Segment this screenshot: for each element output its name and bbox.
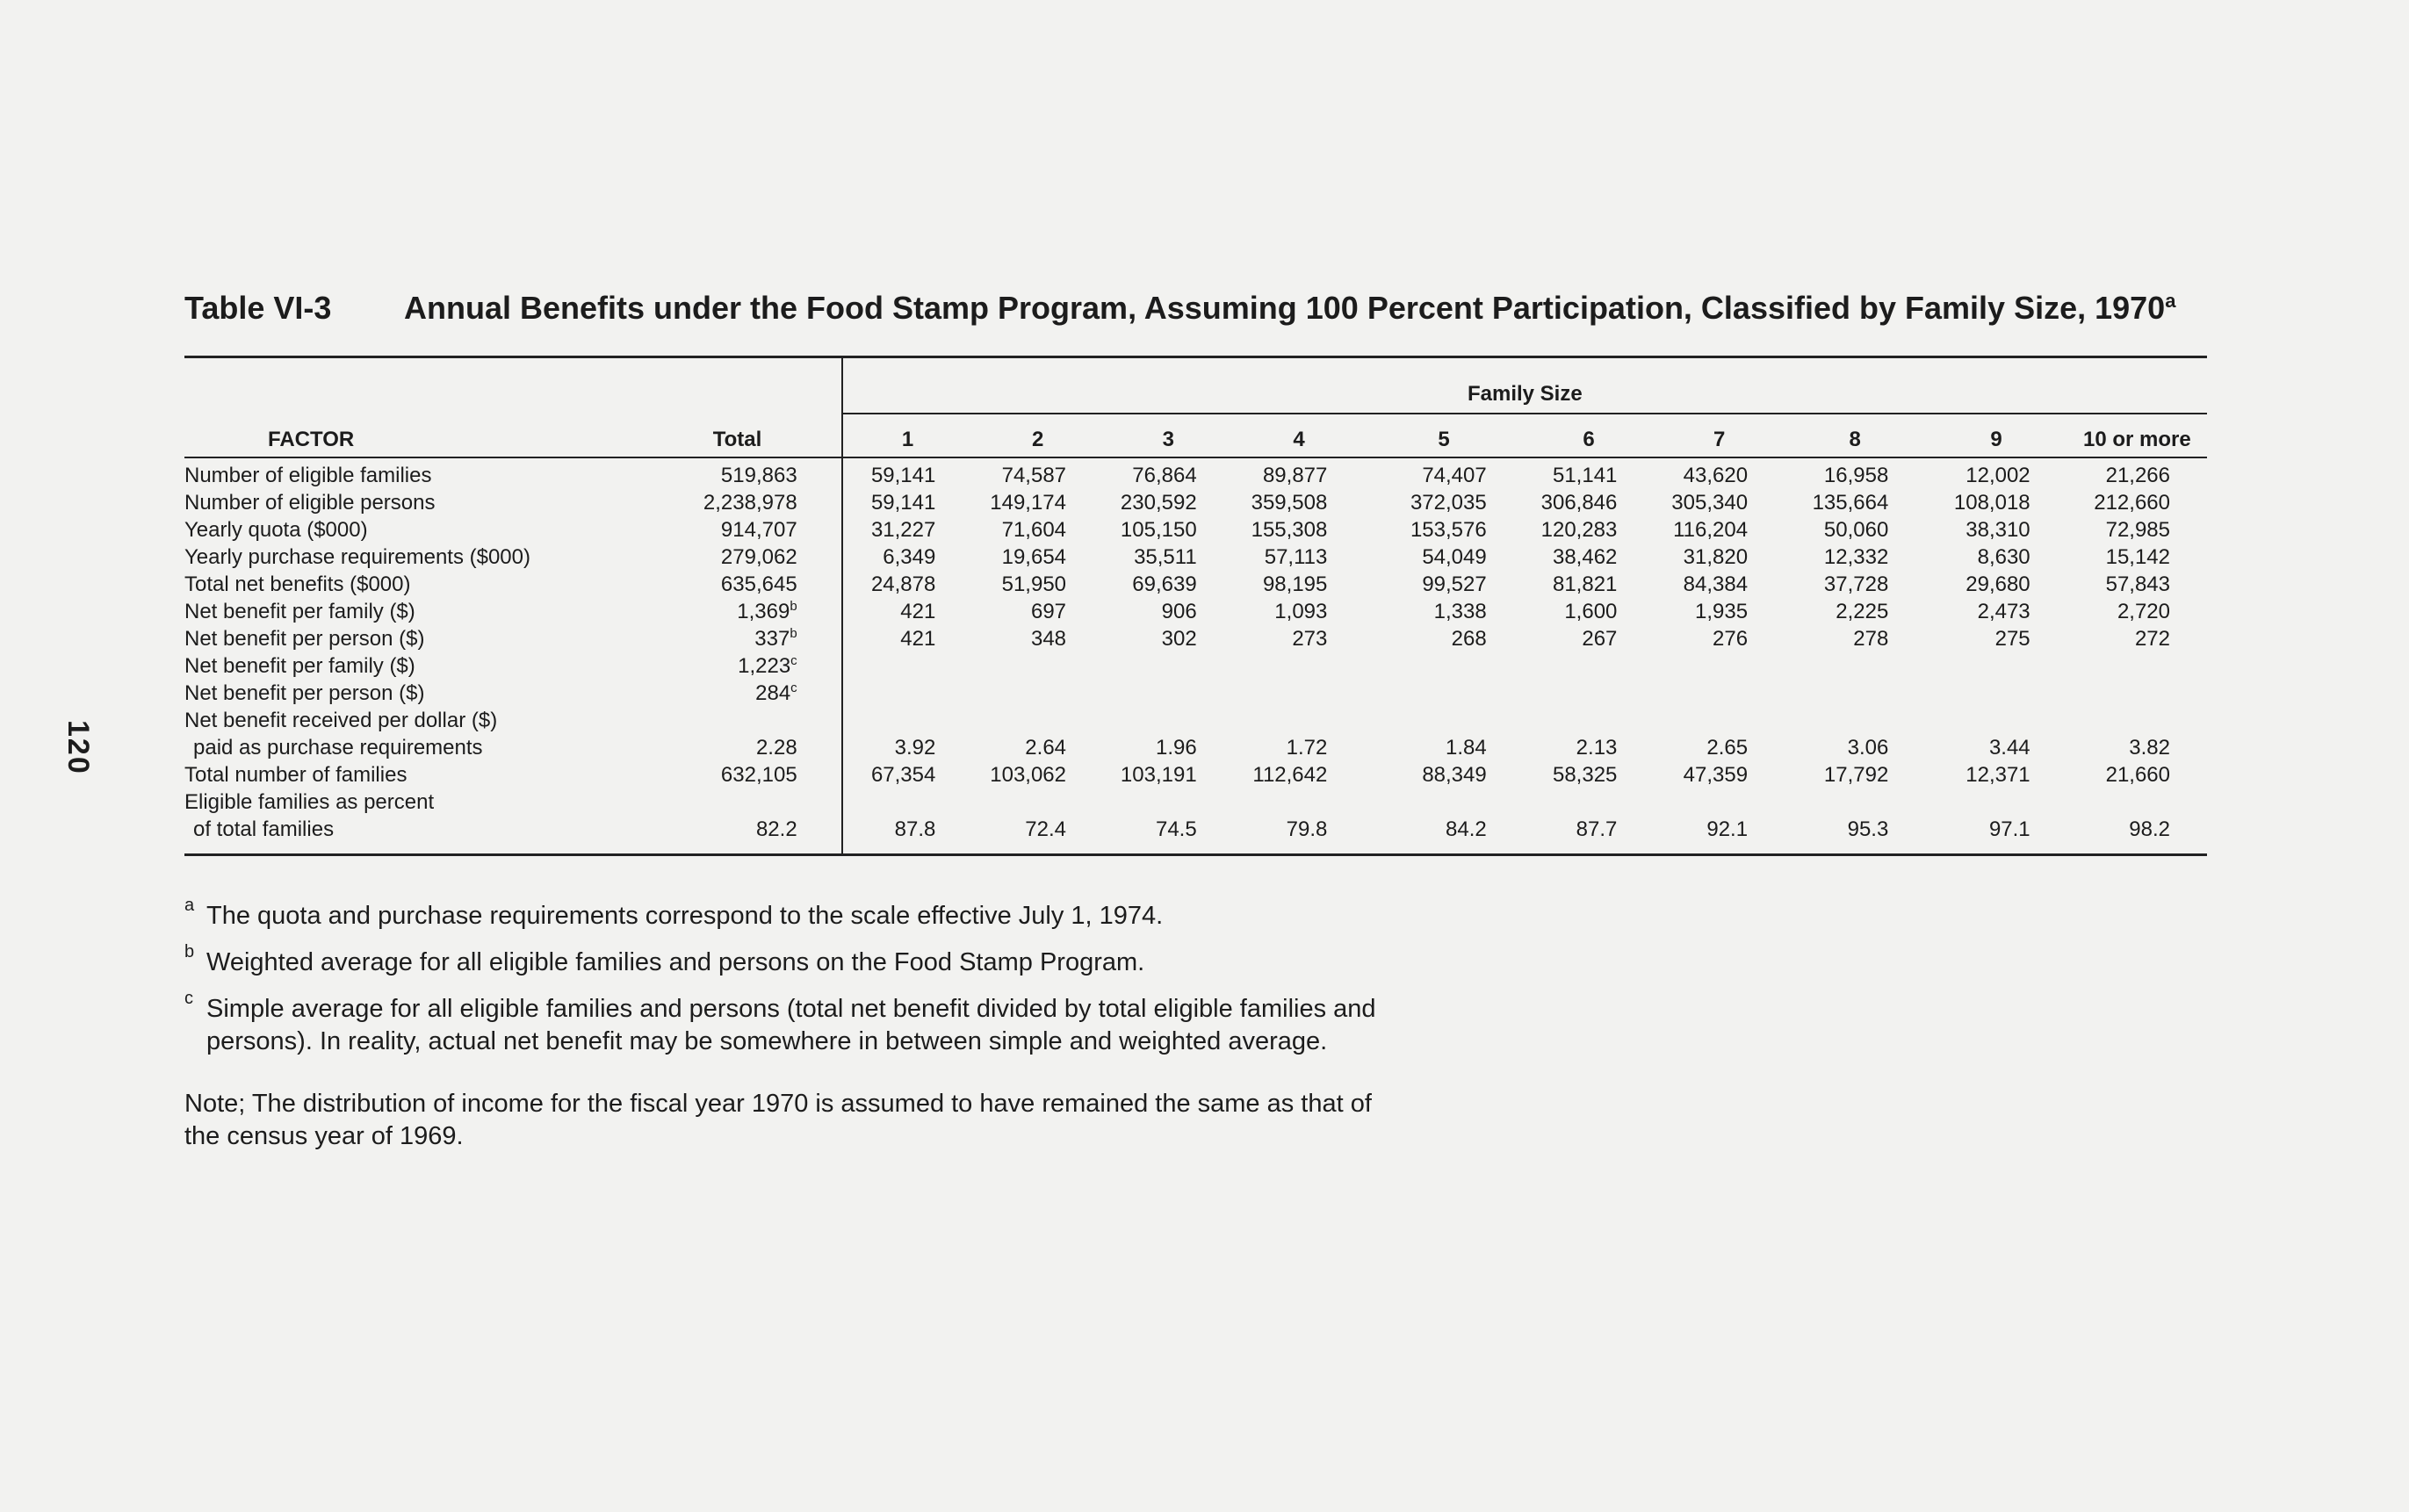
page-number: 120 bbox=[61, 720, 95, 775]
cell-family-size-9 bbox=[1925, 680, 2066, 707]
cell-family-size-6 bbox=[1524, 652, 1655, 680]
family-size-col-header: 9 bbox=[1990, 428, 2002, 451]
column-header-row bbox=[184, 414, 2207, 457]
cell-family-size-9: 275 bbox=[1994, 627, 2030, 651]
cell-family-size-10: 72,985 bbox=[2105, 518, 2170, 542]
cell-family-size-3: 906 bbox=[1161, 600, 1197, 623]
row-label: paid as purchase requirements bbox=[193, 736, 483, 760]
row-total-value: 2.28 bbox=[755, 736, 797, 760]
cell-family-size-3: 105,150 bbox=[1120, 518, 1197, 542]
table-row bbox=[184, 598, 2207, 625]
family-size-col-header: 5 bbox=[1438, 428, 1450, 451]
family-size-col-header: 8 bbox=[1849, 428, 1861, 451]
row-label: Yearly quota ($000) bbox=[184, 518, 368, 542]
cell-family-size-5: 74,407 bbox=[1422, 464, 1487, 487]
cell-family-size-6 bbox=[1524, 707, 1655, 734]
row-label: Net benefit per person ($) bbox=[184, 627, 425, 651]
row-total bbox=[633, 707, 841, 734]
cell-family-size-4: 1,093 bbox=[1274, 600, 1328, 623]
cell-family-size-1 bbox=[842, 788, 973, 816]
cell-family-size-2 bbox=[972, 680, 1103, 707]
row-label: Total number of families bbox=[184, 763, 408, 787]
cell-family-size-5: 1,338 bbox=[1433, 600, 1487, 623]
cell-family-size-10: 212,660 bbox=[2094, 491, 2170, 515]
cell-family-size-4 bbox=[1234, 707, 1365, 734]
cell-family-size-9: 12,371 bbox=[1965, 763, 2030, 787]
row-total bbox=[633, 598, 841, 625]
row-label: Net benefit received per dollar ($) bbox=[184, 709, 498, 732]
cell-family-size-9: 12,002 bbox=[1965, 464, 2030, 487]
cell-family-size-1: 6,349 bbox=[842, 544, 973, 571]
cell-family-size-8: 135,664 bbox=[1812, 491, 1889, 515]
cell-family-size-8: 12,332 bbox=[1823, 545, 1889, 569]
cell-family-size-10: 272 bbox=[2134, 627, 2170, 651]
cell-family-size-1: 59,141 bbox=[842, 489, 973, 516]
row-total-footnote-mark: b bbox=[790, 626, 797, 641]
row-total-value: 519,863 bbox=[720, 464, 797, 487]
cell-family-size-10 bbox=[2067, 680, 2207, 707]
total-header: Total bbox=[712, 428, 762, 451]
cell-family-size-8: 16,958 bbox=[1823, 464, 1889, 487]
table-row bbox=[184, 489, 2207, 516]
cell-family-size-7 bbox=[1654, 680, 1785, 707]
cell-family-size-10 bbox=[2067, 652, 2207, 680]
cell-family-size-1: 67,354 bbox=[842, 761, 973, 788]
cell-family-size-8 bbox=[1785, 680, 1925, 707]
row-total bbox=[633, 680, 841, 707]
row-total bbox=[633, 457, 841, 489]
table-row bbox=[184, 652, 2207, 680]
cell-family-size-2: 51,950 bbox=[1001, 572, 1067, 596]
family-size-col-header: 4 bbox=[1293, 428, 1305, 451]
cell-family-size-3: 35,511 bbox=[1134, 545, 1197, 569]
cell-family-size-4: 359,508 bbox=[1251, 491, 1328, 515]
cell-family-size-7 bbox=[1654, 788, 1785, 816]
table-title-text: Annual Benefits under the Food Stamp Program, Assuming 100 Percent Participation, Classified by Family Size, 1970 bbox=[404, 290, 2166, 326]
cell-family-size-9: 97.1 bbox=[1988, 817, 2030, 841]
table-row bbox=[184, 788, 2207, 816]
family-size-col-header: 3 bbox=[1162, 428, 1175, 451]
row-total bbox=[633, 734, 841, 761]
cell-family-size-7: 47,359 bbox=[1683, 763, 1749, 787]
row-total bbox=[633, 816, 841, 855]
row-label: Yearly purchase requirements ($000) bbox=[184, 545, 530, 569]
cell-family-size-5 bbox=[1364, 707, 1523, 734]
total-header-spacer bbox=[633, 357, 841, 414]
cell-family-size-5 bbox=[1364, 652, 1523, 680]
table-row bbox=[184, 625, 2207, 652]
row-total-value: 635,645 bbox=[720, 572, 797, 596]
cell-family-size-2: 2.64 bbox=[1025, 736, 1067, 760]
cell-family-size-3: 1.96 bbox=[1155, 736, 1197, 760]
cell-family-size-4: 273 bbox=[1292, 627, 1328, 651]
cell-family-size-10: 21,266 bbox=[2105, 464, 2170, 487]
cell-family-size-8: 3.06 bbox=[1847, 736, 1889, 760]
row-label: Total net benefits ($000) bbox=[184, 572, 411, 596]
family-size-col-header: 6 bbox=[1583, 428, 1595, 451]
row-total-footnote-mark: c bbox=[790, 653, 797, 668]
row-total-value: 279,062 bbox=[720, 545, 797, 569]
family-size-col-header: 1 bbox=[842, 414, 973, 457]
table-row bbox=[184, 761, 2207, 788]
cell-family-size-10: 3.82 bbox=[2129, 736, 2170, 760]
row-total bbox=[633, 625, 841, 652]
row-total-value: 1,223 bbox=[738, 654, 791, 678]
cell-family-size-5: 372,035 bbox=[1410, 491, 1487, 515]
cell-family-size-1: 24,878 bbox=[842, 571, 973, 598]
cell-family-size-3: 230,592 bbox=[1120, 491, 1197, 515]
cell-family-size-5: 88,349 bbox=[1422, 763, 1487, 787]
cell-family-size-1: 3.92 bbox=[842, 734, 973, 761]
cell-family-size-10: 21,660 bbox=[2105, 763, 2170, 787]
cell-family-size-9: 38,310 bbox=[1965, 518, 2030, 542]
row-label: Eligible families as percent bbox=[184, 790, 435, 814]
cell-family-size-4: 57,113 bbox=[1264, 545, 1328, 569]
footnote bbox=[184, 896, 1396, 932]
cell-family-size-8 bbox=[1785, 707, 1925, 734]
cell-family-size-5: 54,049 bbox=[1422, 545, 1487, 569]
cell-family-size-7: 2.65 bbox=[1706, 736, 1749, 760]
footnote-mark: b bbox=[184, 942, 195, 961]
cell-family-size-6: 267 bbox=[1582, 627, 1618, 651]
cell-family-size-1: 421 bbox=[842, 598, 973, 625]
title-footnote-mark: a bbox=[2165, 290, 2176, 312]
cell-family-size-4: 98,195 bbox=[1262, 572, 1328, 596]
row-total bbox=[633, 571, 841, 598]
cell-family-size-1: 31,227 bbox=[842, 516, 973, 544]
row-total bbox=[633, 489, 841, 516]
cell-family-size-7 bbox=[1654, 707, 1785, 734]
cell-family-size-4 bbox=[1234, 652, 1365, 680]
cell-family-size-9: 29,680 bbox=[1965, 572, 2030, 596]
cell-family-size-2: 348 bbox=[1030, 627, 1067, 651]
cell-family-size-1: 87.8 bbox=[842, 816, 973, 855]
cell-family-size-2: 19,654 bbox=[1001, 545, 1067, 569]
cell-family-size-3 bbox=[1103, 788, 1234, 816]
cell-family-size-6 bbox=[1524, 788, 1655, 816]
cell-family-size-9: 108,018 bbox=[1953, 491, 2030, 515]
row-total bbox=[633, 761, 841, 788]
row-total-value: 284 bbox=[755, 681, 791, 705]
cell-family-size-10 bbox=[2067, 788, 2207, 816]
cell-family-size-1: 59,141 bbox=[842, 457, 973, 489]
cell-family-size-2 bbox=[972, 788, 1103, 816]
cell-family-size-9: 3.44 bbox=[1988, 736, 2030, 760]
cell-family-size-7: 31,820 bbox=[1683, 545, 1749, 569]
row-total-value: 337 bbox=[754, 627, 790, 651]
cell-family-size-5: 268 bbox=[1451, 627, 1487, 651]
row-total bbox=[633, 652, 841, 680]
cell-family-size-3: 74.5 bbox=[1155, 817, 1197, 841]
cell-family-size-5 bbox=[1364, 680, 1523, 707]
cell-family-size-9 bbox=[1925, 788, 2066, 816]
footnote bbox=[184, 989, 1396, 1058]
cell-family-size-7: 92.1 bbox=[1706, 817, 1749, 841]
cell-family-size-2: 103,062 bbox=[990, 763, 1067, 787]
footnote-list bbox=[184, 896, 1396, 1058]
footnote-text: Simple average for all eligible families and persons (total net benefit divided by total eligible families and persons). In reality, actual net benefit may be somewhere in between simple and weighted average. bbox=[206, 995, 1376, 1055]
cell-family-size-1 bbox=[842, 680, 973, 707]
row-label: Number of eligible families bbox=[184, 464, 432, 487]
table-row bbox=[184, 544, 2207, 571]
cell-family-size-9: 8,630 bbox=[1977, 545, 2030, 569]
factor-header-spacer bbox=[184, 357, 633, 414]
cell-family-size-4: 79.8 bbox=[1286, 817, 1328, 841]
footnote-text: Weighted average for all eligible families and persons on the Food Stamp Program. bbox=[206, 948, 1145, 976]
cell-family-size-10: 98.2 bbox=[2129, 817, 2170, 841]
row-total bbox=[633, 516, 841, 544]
cell-family-size-10: 15,142 bbox=[2105, 545, 2170, 569]
cell-family-size-1 bbox=[842, 707, 973, 734]
cell-family-size-3 bbox=[1103, 680, 1234, 707]
row-total-footnote-mark: b bbox=[790, 599, 797, 614]
cell-family-size-7: 276 bbox=[1713, 627, 1749, 651]
footnote-mark: a bbox=[184, 896, 195, 915]
cell-family-size-3: 76,864 bbox=[1132, 464, 1197, 487]
row-total-value: 914,707 bbox=[720, 518, 797, 542]
family-size-col-header: 2 bbox=[1032, 428, 1044, 451]
cell-family-size-5: 1.84 bbox=[1446, 736, 1487, 760]
cell-family-size-5: 99,527 bbox=[1422, 572, 1487, 596]
row-total-value: 2,238,978 bbox=[703, 491, 797, 515]
footnotes bbox=[184, 896, 1396, 1153]
cell-family-size-8 bbox=[1785, 652, 1925, 680]
cell-family-size-9: 2,473 bbox=[1977, 600, 2030, 623]
table-label: Table VI-3 bbox=[184, 290, 332, 326]
cell-family-size-2 bbox=[972, 652, 1103, 680]
cell-family-size-2: 74,587 bbox=[1001, 464, 1067, 487]
cell-family-size-10 bbox=[2067, 707, 2207, 734]
table-body bbox=[184, 457, 2207, 855]
cell-family-size-6 bbox=[1524, 680, 1655, 707]
cell-family-size-3: 302 bbox=[1161, 627, 1197, 651]
family-size-header: Family Size bbox=[842, 357, 2207, 414]
cell-family-size-8: 17,792 bbox=[1823, 763, 1889, 787]
cell-family-size-2: 149,174 bbox=[990, 491, 1067, 515]
cell-family-size-2: 71,604 bbox=[1001, 518, 1067, 542]
cell-family-size-3 bbox=[1103, 652, 1234, 680]
table-row bbox=[184, 680, 2207, 707]
cell-family-size-2: 72.4 bbox=[1025, 817, 1067, 841]
table-row bbox=[184, 816, 2207, 855]
cell-family-size-3: 103,191 bbox=[1120, 763, 1197, 787]
table-row bbox=[184, 457, 2207, 489]
cell-family-size-2 bbox=[972, 707, 1103, 734]
cell-family-size-5 bbox=[1364, 788, 1523, 816]
table-title bbox=[184, 290, 2231, 327]
cell-family-size-9 bbox=[1925, 707, 2066, 734]
cell-family-size-7: 116,204 bbox=[1673, 518, 1749, 542]
cell-family-size-9 bbox=[1925, 652, 2066, 680]
cell-family-size-4: 155,308 bbox=[1251, 518, 1328, 542]
cell-family-size-4 bbox=[1234, 788, 1365, 816]
cell-family-size-7: 305,340 bbox=[1671, 491, 1749, 515]
row-total-value: 1,369 bbox=[737, 600, 790, 623]
factor-header: FACTOR bbox=[268, 428, 355, 451]
cell-family-size-6: 2.13 bbox=[1576, 736, 1618, 760]
row-label: of total families bbox=[193, 817, 335, 841]
cell-family-size-6: 81,821 bbox=[1552, 572, 1618, 596]
cell-family-size-8: 95.3 bbox=[1847, 817, 1889, 841]
family-size-col-header: 7 bbox=[1713, 428, 1726, 451]
cell-family-size-7: 1,935 bbox=[1695, 600, 1749, 623]
table-row bbox=[184, 707, 2207, 734]
cell-family-size-8 bbox=[1785, 788, 1925, 816]
cell-family-size-6: 87.7 bbox=[1576, 817, 1618, 841]
table-row bbox=[184, 516, 2207, 544]
cell-family-size-7: 43,620 bbox=[1683, 464, 1749, 487]
cell-family-size-1 bbox=[842, 652, 973, 680]
cell-family-size-8: 278 bbox=[1853, 627, 1889, 651]
footnote bbox=[184, 942, 1396, 979]
row-total-value: 632,105 bbox=[720, 763, 797, 787]
cell-family-size-6: 306,846 bbox=[1540, 491, 1618, 515]
cell-family-size-8: 2,225 bbox=[1836, 600, 1889, 623]
row-label: Net benefit per family ($) bbox=[184, 654, 415, 678]
table-row bbox=[184, 734, 2207, 761]
cell-family-size-8: 37,728 bbox=[1823, 572, 1889, 596]
row-label: Net benefit per family ($) bbox=[184, 600, 415, 623]
cell-family-size-6: 51,141 bbox=[1552, 464, 1618, 487]
cell-family-size-8: 50,060 bbox=[1823, 518, 1889, 542]
footnote-text: The quota and purchase requirements correspond to the scale effective July 1, 1974. bbox=[206, 902, 1164, 930]
cell-family-size-6: 1,600 bbox=[1564, 600, 1618, 623]
row-total bbox=[633, 788, 841, 816]
cell-family-size-10: 57,843 bbox=[2105, 572, 2170, 596]
cell-family-size-10: 2,720 bbox=[2117, 600, 2170, 623]
cell-family-size-7 bbox=[1654, 652, 1785, 680]
cell-family-size-7: 84,384 bbox=[1683, 572, 1749, 596]
row-label: Net benefit per person ($) bbox=[184, 681, 425, 705]
benefits-table bbox=[184, 356, 2207, 856]
cell-family-size-4: 89,877 bbox=[1262, 464, 1328, 487]
cell-family-size-4 bbox=[1234, 680, 1365, 707]
cell-family-size-4: 112,642 bbox=[1252, 763, 1328, 787]
cell-family-size-1: 421 bbox=[842, 625, 973, 652]
row-total-value: 82.2 bbox=[755, 817, 797, 841]
row-label: Number of eligible persons bbox=[184, 491, 436, 515]
cell-family-size-3: 69,639 bbox=[1132, 572, 1197, 596]
footnote-mark: c bbox=[184, 989, 193, 1008]
cell-family-size-4: 1.72 bbox=[1286, 736, 1328, 760]
row-total bbox=[633, 544, 841, 571]
family-size-col-header: 10 or more bbox=[2082, 428, 2191, 451]
cell-family-size-5: 84.2 bbox=[1446, 817, 1487, 841]
row-total-footnote-mark: c bbox=[790, 680, 797, 695]
cell-family-size-2: 697 bbox=[1030, 600, 1067, 623]
cell-family-size-5: 153,576 bbox=[1410, 518, 1487, 542]
table-note: Note; The distribution of income for the fiscal year 1970 is assumed to have remained the same as that of the census year of 1969. bbox=[184, 1090, 1372, 1150]
cell-family-size-6: 120,283 bbox=[1540, 518, 1618, 542]
table-row bbox=[184, 571, 2207, 598]
cell-family-size-6: 58,325 bbox=[1552, 763, 1618, 787]
cell-family-size-6: 38,462 bbox=[1552, 545, 1618, 569]
cell-family-size-3 bbox=[1103, 707, 1234, 734]
